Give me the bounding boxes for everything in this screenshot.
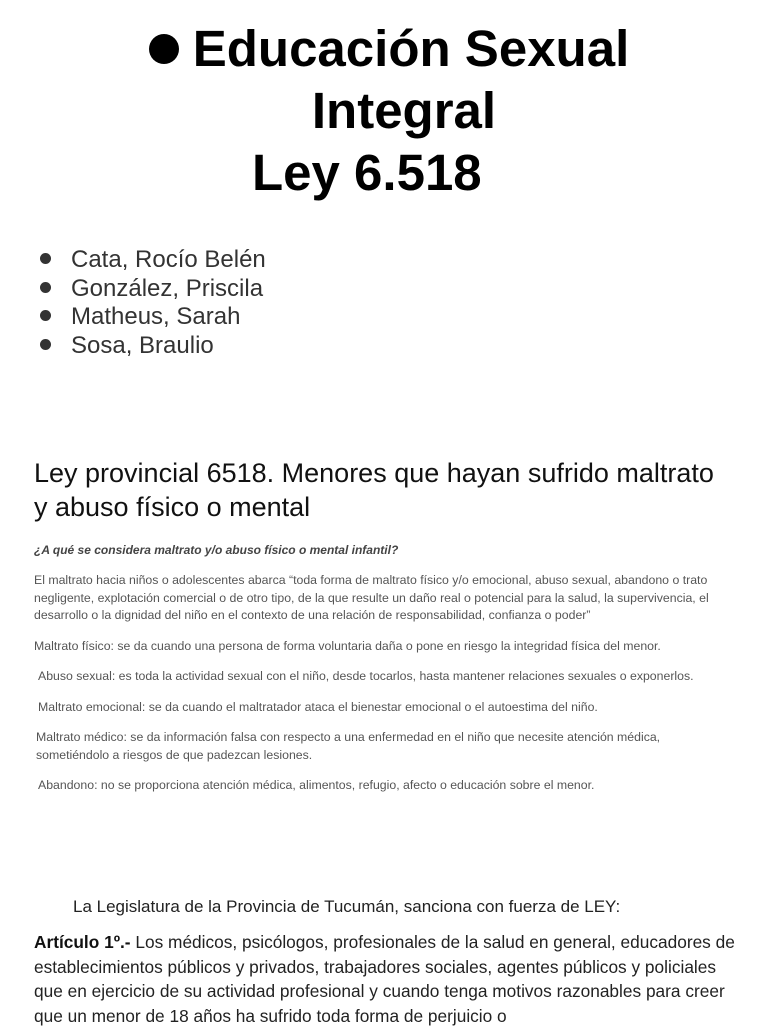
bullet-icon: [40, 253, 51, 264]
title-line-2: Integral: [311, 82, 497, 139]
paragraph-maltrato-emocional: Maltrato emocional: se da cuando el maltratador ataca el bienestar emocional o el autoestima del niño.: [38, 700, 598, 714]
paragraph-maltrato-medico: Maltrato médico: se da información falsa con respecto a una enfermedad en el niño que necesite atención médica, sometiéndolo a riesgos de que padezcan lesiones.: [36, 730, 661, 762]
author-name: Matheus, Sarah: [71, 303, 241, 330]
author-item: [40, 303, 266, 332]
author-list: [40, 246, 266, 360]
author-name: González, Priscila: [71, 274, 264, 302]
author-name: Cata, Rocío Belén: [71, 246, 266, 273]
author-item: [40, 332, 266, 361]
question-text: ¿A qué se considera maltrato y/o abuso físico o mental infantil?: [34, 543, 399, 557]
paragraph-abuso-sexual: Abuso sexual: es toda la actividad sexual con el niño, desde tocarlos, hasta mantener relaciones sexuales o exponerlos.: [38, 669, 694, 683]
legislatura-statement: La Legislatura de la Provincia de Tucumán, sanciona con fuerza de LEY:: [73, 897, 621, 916]
articulo-1: [34, 930, 744, 1028]
section-heading: Ley provincial 6518. Menores que hayan sufrido maltrato y abuso físico o mental: [34, 458, 714, 522]
articulo-text: Los médicos, psicólogos, profesionales de la salud en general, educadores de establecimientos públicos y privados, trabajadores sociales, agentes públicos y policiales que en ejercicio de su actividad profesional y cuando tenga motivos razonables para creer que un menor de 18 años ha sufrido toda forma de perjuicio o: [34, 932, 735, 1026]
paragraph-definition: El maltrato hacia niños o adolescentes abarca “toda forma de maltrato físico y/o emocional, abuso sexual, abandono o trato negligente, explotación comercial o de otro tipo, de la que resulte un daño real o potencial para la salud, la supervivencia, el desarrollo o la dignidad del niño en el contexto de una relación de responsabilidad, confianza o poder”: [34, 573, 709, 622]
author-name: Sosa, Braulio: [71, 331, 214, 359]
articulo-label: Artículo 1º.-: [34, 932, 131, 952]
bullet-icon: [40, 339, 51, 350]
bullet-icon: [40, 282, 51, 293]
document-title: [0, 18, 768, 204]
bullet-icon: [149, 34, 179, 64]
bullet-icon: [40, 310, 51, 321]
paragraph-abandono: Abandono: no se proporciona atención médica, alimentos, refugio, afecto o educación sobre el menor.: [38, 778, 595, 792]
paragraph-maltrato-fisico: Maltrato físico: se da cuando una persona de forma voluntaria daña o pone en riesgo la integridad física del menor.: [34, 639, 661, 653]
author-item: [40, 275, 266, 304]
title-text-1: Educación Sexual: [192, 20, 630, 77]
title-line-1: [0, 18, 768, 80]
title-line-3: Ley 6.518: [252, 144, 482, 201]
author-item: [40, 246, 266, 275]
